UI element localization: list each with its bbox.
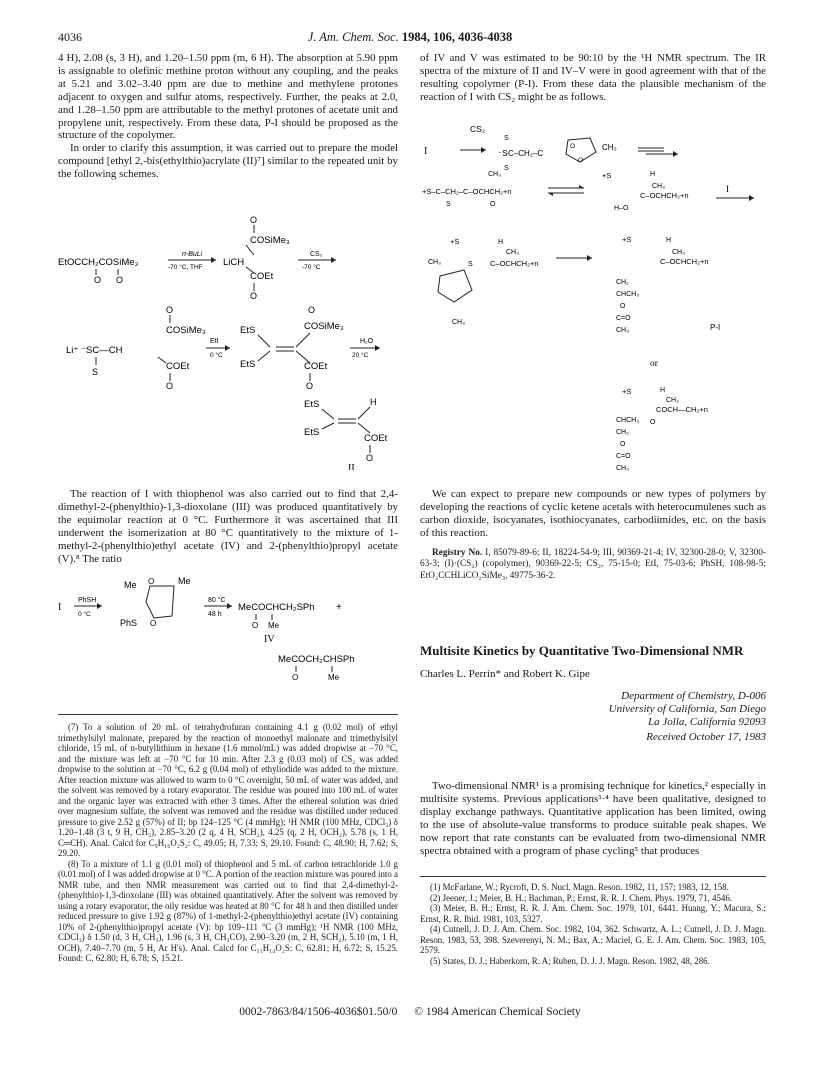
- bond: [246, 245, 254, 255]
- chch3-label: CHCH₃: [616, 417, 640, 424]
- product-v: MeCOCH₂CHSPh: [278, 654, 355, 665]
- phs-label: PhS: [120, 618, 138, 628]
- condition-label: -70 °C, THF: [168, 264, 203, 271]
- reference-list: [420, 882, 766, 966]
- reagent-label: H₂O: [360, 338, 374, 345]
- fragment: ⁻S: [498, 149, 508, 158]
- ets-label: EtS: [304, 427, 320, 438]
- fragment: C–OCHCH₂+n: [660, 257, 709, 266]
- reagent-label: n-BuLi: [182, 251, 203, 258]
- arrowhead: [211, 257, 216, 263]
- bond: [258, 351, 270, 361]
- journal-header: [0, 30, 820, 45]
- reference: (3) Meier, B. H.; Ernst, R. R. J. Am. Chem. Soc. 1979, 101, 6441. Huang, Y.; Macura, S.; Ernst, R. R. Ibid. 1981, 103, 5327.: [420, 903, 766, 924]
- o-label: O: [570, 143, 576, 150]
- footnote: (7) To a solution of 20 mL of tetrahydrofuran containing 4.1 g (0.02 mol) of ethyl trimethylsilyl malonate, prepared by the reaction of monoethyl malonate and trimethylsilyl chloride, 15 mL of n-butyllithium in hexane (1.6 mmol/mL) was added dropwise at −70 °C, and the mixture was left at −70 °C for 10 min. After 2.3 g (0.03 mol) of CS₂ was added dropwise to the solution at −70 °C, 6.2 g (0.04 mol) of ethyliodide was added to the mixture. After reaction mixture was allowed to warm to 0 °C overnight, 50 mL of water was added, and the solvent was removed by a rotary evaporator. The residue was poured into 100 mL of water and the organic layer was extracted with ether 3 times. After the ethereal solution was dried over magnesium sulfate, the solvent was removed and the residue was distilled under reduced pressure to give 2.52 g (57%) of II; bp 124–125 °C (4 mmHg); ¹H NMR (100 MHz, CDCl₃) δ 1.20–1.48 (3 t, 9 H, CH₃), 2.85–3.20 (2 q, 4 H, SCH₂), 4.25 (q, 2 H, OCH₂), 5.78 (s, 1 H, C═CH). Anal. Calcd for C₉H₁₆O₂S₂: C, 49.05; H, 7.33; S, 29.10. Found: C, 48.90; H, 7.62; S, 29.20.: [58, 722, 398, 858]
- o-label: O: [292, 673, 299, 682]
- s-label: S: [468, 261, 473, 268]
- left-column-mid: [58, 488, 398, 565]
- footer-copyright: © 1984 American Chemical Society: [414, 1006, 581, 1018]
- arrowhead: [673, 151, 678, 157]
- arrowhead: [481, 147, 486, 153]
- condition-label: 80 °C: [208, 597, 226, 604]
- ch3-label: CH₃: [428, 259, 441, 266]
- o-label: O: [250, 215, 258, 225]
- o-label: O: [166, 381, 174, 391]
- o-label: O: [620, 441, 626, 448]
- o-label: O: [116, 275, 124, 285]
- article-header: [420, 643, 766, 744]
- ch3-label: CH₃: [488, 171, 501, 178]
- registry-numbers: [420, 548, 766, 583]
- ch2-label: CH₂: [616, 429, 629, 436]
- paragraph: 4 H), 2.08 (s, 3 H), and 1.20–1.50 ppm (m, 6 H). The absorption at 5.90 ppm is assignable to olefinic methine proton without any coupling, and the peaks at 5.21 and 3.02–3.40 ppm are due to methine and methylene protones adjacent to oxygen and sulfur atoms, respectively. Further, the peaks at 2.0, and 1.28–1.50 ppm are attributable to the methyl protones of acetate unit and propylene unit, respectively. From these data, P-I should be proposed as the structure of the copolymer.: [58, 52, 398, 142]
- paragraph: of IV and V was estimated to be 90:10 by the ¹H NMR spectrum. The IR spectra of the mixture of II and IV–V were in good agreement with that of the resulting copolymer (P-I). From these data the plausible mechanism of the reaction of I with CS₂ might be as follows.: [420, 52, 766, 103]
- fragment: COCH—CH₂+n: [656, 405, 708, 414]
- chch3-label: CHCH₃: [616, 291, 640, 298]
- reference: (4) Cutnell, J. D. J. Am. Chem. Soc. 1982, 104, 362. Schwartz, A. L.; Cutnell, J. D. J. Magn. Reson. 1983, 53, 398. Szeverenyi, N. M.; Bax, A.; Maciel, G. E. J. Am. Chem. Soc. 1983, 105, 2579.: [420, 924, 766, 955]
- paragraph: Two-dimensional NMR¹ is a promising technique for kinetics,² especially in multisite systems. Previous applications³·⁴ have been qualitative, designed to display exchange pathways. Quantitative application has been limited, owing to the use of absolute-value transforms to produce suitable peak shapes. We now report that rate constants can be evaluated from two-dimensional NMR spectra obtained with a program of phase cycling⁵ that produces: [420, 780, 766, 857]
- me-label: Me: [178, 576, 191, 586]
- bond: [358, 407, 370, 419]
- arrowhead: [375, 345, 380, 351]
- ets-label: EtS: [304, 399, 320, 410]
- product-iv: MeCOCHCH₂SPh: [238, 602, 315, 613]
- footer-code: 0002-7863/84/1506-4036$01.50/0: [239, 1006, 398, 1018]
- ch3-label: CH₃: [506, 249, 519, 256]
- dioxolane-ring: [146, 586, 174, 618]
- registry-text: I, 85079-89-6; II, 18224-54-9; III, 90369-21-4; IV, 32300-28-0; V, 32300-63-3; (I)·(CS₂) (copolymer), 90369-22-5; CS₂, 75-15-0; EtI, 75-03-6; PhSH, 108-98-5; EtO₂CCHLiCO₂SiMe₃, 49775-36-2.: [420, 547, 766, 581]
- co-label: C=O: [616, 453, 631, 460]
- condition-label: 20 °C: [352, 352, 369, 359]
- article-title: Multisite Kinetics by Quantitative Two-Dimensional NMR: [420, 643, 744, 658]
- ch3-label: CH₃: [602, 143, 617, 152]
- o-label: O: [650, 419, 656, 426]
- footnote-rule: [420, 876, 766, 877]
- h-label: H: [650, 171, 656, 178]
- ch3-label: CH₃: [652, 183, 665, 190]
- arrowhead: [579, 185, 584, 188]
- o-label: O: [490, 201, 496, 208]
- ets-label: EtS: [240, 325, 256, 336]
- bottom-group: COEt: [250, 271, 274, 282]
- reagent-label: CS₂: [310, 251, 323, 258]
- left-footnotes: [58, 722, 398, 964]
- page-footer: [0, 1006, 820, 1018]
- me-label: Me: [124, 580, 137, 590]
- compound-label: IV: [264, 634, 275, 645]
- me-label: Me: [268, 621, 280, 630]
- bond: [158, 357, 166, 363]
- affiliation-line: University of California, San Diego: [608, 703, 766, 715]
- scheme-1: [58, 205, 398, 300]
- left-column-top: [58, 52, 398, 181]
- fragment: +S: [622, 235, 632, 244]
- bond: [296, 333, 310, 347]
- top-group: COSiMe₃: [304, 321, 344, 332]
- h-label: H: [370, 397, 377, 407]
- arrowhead: [97, 603, 102, 609]
- fragment: C–OCHCH₂+n: [640, 191, 689, 200]
- me-label: Me: [328, 673, 340, 682]
- affiliation-line: Department of Chemistry, D-006: [621, 690, 766, 702]
- ch3-label: CH₃: [616, 465, 629, 472]
- o-label: O: [620, 303, 626, 310]
- plus-sign: +: [336, 602, 342, 613]
- arrowhead: [331, 257, 336, 263]
- arrowhead: [548, 193, 553, 196]
- ch3-label: CH₃: [666, 397, 679, 404]
- fragment: +S: [450, 237, 460, 246]
- condition-label: 48 h: [208, 611, 222, 618]
- ch2-label: CH₂: [616, 279, 629, 286]
- mechanism-scheme: [420, 118, 766, 478]
- arrowhead: [227, 603, 232, 609]
- bond: [258, 335, 270, 347]
- ch3-label: CH₃: [672, 249, 685, 256]
- top-group: COSiMe₃: [250, 235, 290, 246]
- affiliation: [420, 690, 766, 744]
- arrowhead: [225, 345, 230, 351]
- reference: (2) Jeener, J.; Meier, B. H.; Bachman, P.; Ernst, R. R. J. Chem. Phys. 1979, 71, 4546.: [430, 892, 733, 903]
- footnote: (8) To a mixture of 1.1 g (0.01 mol) of thiophenol and 5 mL of carbon tetrachloride 1.0 g (0.01 mol) of I was added dropwise at 0 °C. A portion of the reaction mixture was poured into a NMR tube, and then NMR measurement was carried out to find that 2,4-dimethyl-2-(phenylthio)-1,3-dioxolane (III) was obtained quantitatively. After the solvent was removed by using a rotary evaporator, the oily residue was heated at 80 °C for 48 h and then distilled under reduced pressure to give 1.92 g (87%) of 1-methyl-2-(phenylthio)ethyl acetate (IV) containing 10% of 2-(phenylthio)propyl acetate (V): bp 109–111 °C (3 mmHg); ¹H NMR (100 MHz, CDCl₃) δ 1.50 (d, 3 H, CH₃), 1.96 (s, 3 H, CH₃CO), 2.90–3.20 (m, 2 H, SCH₂), 5.10 (m, 1 H, OCH), 7.40–7.70 (m, 5 H, Ar H's). Anal. Calcd for C₁₁H₁₄O₂S: C, 62.81; H, 6.72; S, 15.25. Found: C, 62.80; H, 6.78; S, 15.21.: [58, 858, 398, 963]
- fragment: +S: [622, 387, 632, 396]
- start-label: I: [58, 602, 62, 613]
- condition-label: -70 °C: [302, 264, 321, 271]
- s-label: S: [504, 135, 509, 142]
- o-label: O: [306, 381, 314, 391]
- arrowhead: [749, 195, 754, 201]
- bottom-group: COEt: [364, 433, 388, 444]
- right-column-top: [420, 52, 766, 104]
- bottom-group: COEt: [304, 361, 328, 372]
- footnote-rule: [58, 714, 398, 715]
- s-label: S: [504, 165, 509, 172]
- reactant-formula: EtOCCH₂COSiMe₃: [58, 257, 139, 268]
- o-label: O: [252, 621, 259, 630]
- registry-label: Registry No.: [432, 547, 483, 558]
- fragment: C–OCHCH₂+n: [490, 259, 539, 268]
- arrowhead: [587, 255, 592, 261]
- ch3-label: CH₃: [616, 327, 629, 334]
- right-column-mid: [420, 488, 766, 582]
- condition-label: 0 °C: [210, 352, 223, 359]
- h-label: H: [660, 387, 666, 394]
- scheme-3: [58, 574, 398, 696]
- authors: Charles L. Perrin* and Robert K. Gipe: [420, 668, 590, 680]
- reagent-label: CS₂: [470, 124, 486, 134]
- affiliation-line: La Jolla, California 92093: [648, 716, 766, 728]
- reagent-label: EtI: [210, 338, 219, 345]
- right-column-body: [420, 780, 766, 857]
- o-label: O: [150, 619, 157, 628]
- compound-label: I: [726, 184, 729, 194]
- scheme-2: [58, 305, 398, 470]
- anion-formula: Li⁺ ⁻SC—CH: [66, 345, 123, 356]
- bond: [358, 423, 370, 433]
- bond: [322, 409, 334, 419]
- journal-year-volume: 1984, 106, 4036-4038: [401, 30, 513, 44]
- bond: [322, 423, 334, 429]
- paragraph: In order to clarify this assumption, it was carried out to prepare the model compound [ethyl 2,-bis(ethylthio)acrylate (II)⁷] similar to the repeated unit by the following schemes.: [58, 142, 398, 181]
- bottom-group: COEt: [166, 361, 190, 372]
- o-label: O: [366, 453, 374, 463]
- compound-label: P-I: [710, 323, 721, 332]
- or-label: or: [650, 359, 658, 369]
- s-label: S: [92, 367, 99, 377]
- o-label: O: [166, 305, 174, 315]
- fragment: C–CH₂–C: [508, 149, 544, 158]
- ch3-label: CH₃: [452, 319, 465, 326]
- o-label: O: [94, 275, 102, 285]
- fragment: H–O: [614, 205, 629, 212]
- o-label: O: [250, 291, 258, 300]
- h-label: H: [666, 237, 672, 244]
- paragraph: We can expect to prepare new compounds or new types of polymers by developing the reactions of cyclic ketene acetals with heterocumulenes such as carbon dioxide, isocyanates, isothiocyanates, carbodiimides, etc. on the basis of this reaction.: [420, 488, 766, 539]
- top-group: COSiMe₃: [166, 325, 206, 336]
- paragraph: The reaction of I with thiophenol was also carried out to find that 2,4-dimethyl-2-(phenylthio)-1,3-dioxolane (III) was produced quantitatively by the equimolar reaction at 0 °C. Furthermore it was ascertained that III underwent the isomerization at 80 °C quantitatively to the mixture of 1-methyl-2-(phenylthio)ethyl acetate (IV) and 2-(phenylthio)propyl acetate (V).⁸ The ratio: [58, 488, 398, 565]
- fragment: +S: [602, 171, 612, 180]
- received-date: Received October 17, 1983: [646, 731, 766, 743]
- intermediate: LiCH: [223, 257, 245, 268]
- o-label: O: [308, 305, 316, 315]
- page-number: 4036: [58, 30, 82, 44]
- o-label: O: [578, 157, 584, 164]
- condition-label: 0 °C: [78, 611, 91, 618]
- o-label: O: [148, 577, 155, 586]
- compound-label: I: [424, 146, 428, 157]
- co-label: C=O: [616, 315, 631, 322]
- h-label: H: [498, 239, 504, 246]
- reference: (1) McFarlane, W.; Rycroft, D. S. Nucl. Magn. Reson. 1982, 11, 157; 1983, 12, 158.: [430, 882, 729, 892]
- ets-label: EtS: [240, 359, 256, 370]
- reagent-label: PhSH: [78, 597, 97, 604]
- reference: (5) States, D. J.; Haberkorn, R. A; Ruben, D. J. J. Magn. Reson. 1982, 48, 286.: [430, 955, 710, 966]
- compound-label: II: [348, 463, 355, 470]
- ring: [438, 270, 472, 302]
- s-label: S: [446, 201, 451, 208]
- journal-name: J. Am. Chem. Soc.: [307, 30, 399, 44]
- fragment: +S–C–CH₂–C–OCHCH₂+n: [422, 187, 512, 196]
